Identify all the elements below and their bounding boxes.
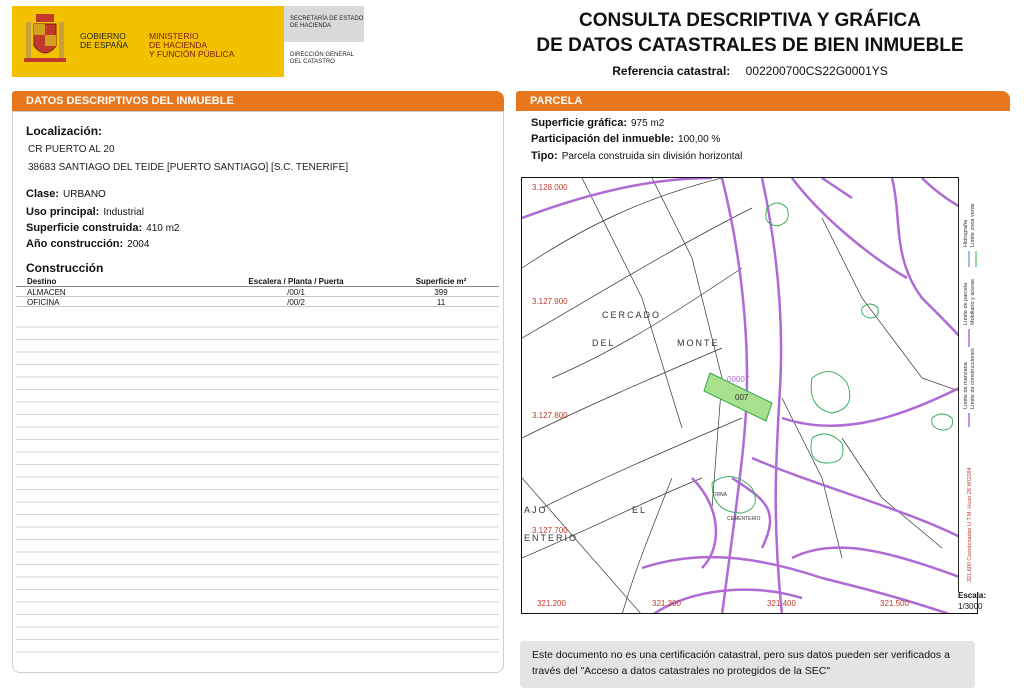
clase-field (26, 188, 106, 200)
ref-label: Referencia catastral: (612, 64, 731, 78)
referencia-catastral (520, 64, 980, 78)
anio-value: 2004 (127, 239, 150, 250)
map-coordinate: 321.200 (537, 599, 566, 608)
gobierno-line: DE ESPAÑA (80, 40, 129, 50)
datos-descriptivos-heading: DATOS DESCRIPTIVOS DEL INMUEBLE (12, 91, 504, 111)
construccion-table (16, 275, 499, 307)
col-destino: Destino (27, 277, 57, 286)
anio-field (26, 238, 149, 250)
escala-box (958, 591, 987, 614)
participacion-value: 100,00 % (678, 134, 721, 145)
map-place-label: DEL (592, 338, 616, 348)
uso-value: Industrial (103, 207, 144, 218)
address-line-2: 38683 SANTIAGO DEL TEIDE [PUERTO SANTIAGO] [S.C. TENERIFE] (28, 162, 349, 173)
map-place-label: ENTERIO (524, 533, 579, 543)
map-place-label: CERCADO (602, 310, 662, 320)
empty-table-rows (16, 315, 499, 660)
sup-grafica-value: 975 m2 (630, 118, 665, 129)
secretaria-text (290, 16, 364, 30)
gobierno-text (80, 32, 140, 50)
superficie-field (26, 222, 180, 234)
map-coordinate: 3.127.800 (532, 411, 568, 420)
map-legend (958, 177, 978, 592)
secretaria-line: DE HACIENDA (290, 23, 332, 29)
legend-item: Límite de manzana (963, 362, 969, 409)
direccion-text (290, 52, 370, 66)
map-coordinate: 3.127.900 (532, 297, 568, 306)
legend-item: Límite de construcciones (970, 348, 976, 409)
row-superficie: 399 (434, 288, 448, 297)
row-superficie: 11 (436, 298, 446, 307)
ministerio-line: DE HACIENDA (149, 40, 208, 50)
map-place-label: EL (632, 505, 648, 515)
legend-item: Hidrografía (963, 219, 969, 247)
escala-label: Escala: (958, 591, 987, 600)
parcel-label: 00007 (727, 375, 750, 384)
secretaria-line: SECRETARÍA DE ESTADO (290, 16, 364, 22)
disclaimer-notice: Este documento no es una certificación catastral, pero sus datos pueden ser verificados a través del "Acceso a datos catastrales no protegidos de la SEC" (520, 641, 975, 688)
anio-label: Año construcción: (26, 238, 124, 250)
sup-grafica-field (531, 117, 664, 129)
participacion-field (531, 133, 720, 145)
row-destino: ALMACEN (27, 288, 66, 297)
title-line-2: DE DATOS CATASTRALES DE BIEN INMUEBLE (536, 35, 964, 56)
map-coordinate: 321.400 (767, 599, 796, 608)
map-place-label: CEMENTERIO (727, 516, 761, 522)
coat-of-arms-icon (22, 12, 68, 68)
ref-value: 002200700CS22G0001YS (745, 64, 888, 78)
ministerio-line: MINISTERIO (149, 31, 199, 41)
clase-label: Clase: (26, 188, 60, 200)
escala-value: 1/3000 (958, 602, 983, 611)
col-superficie: Superficie m² (415, 277, 467, 286)
table-row (16, 297, 499, 307)
row-escalera: /00/1 (287, 288, 305, 297)
col-escalera: Escalera / Planta / Puerta (248, 277, 344, 286)
clase-value: URBANO (63, 189, 106, 200)
superficie-label: Superficie construida: (26, 222, 143, 234)
map-coordinate: 3.127.700 (532, 526, 568, 535)
uso-field (26, 206, 144, 218)
row-escalera: /00/2 (287, 298, 305, 307)
tipo-field (531, 150, 742, 162)
ministerio-text (149, 32, 259, 59)
ministerio-line: Y FUNCIÓN PÚBLICA (149, 49, 235, 59)
parcela-heading: PARCELA (516, 91, 1010, 111)
gobierno-line: GOBIERNO (80, 31, 126, 41)
construccion-title: Construcción (26, 261, 104, 275)
document-title (520, 8, 980, 58)
direccion-line: DIRECCIÓN GENERAL (290, 52, 355, 58)
superficie-value: 410 m2 (146, 223, 180, 234)
localizacion-label: Localización: (26, 124, 103, 138)
map-coordinate: 3.128.000 (532, 183, 568, 192)
map-coordinate: 321.500 (880, 599, 909, 608)
tipo-value: Parcela construida sin división horizontal (561, 151, 743, 162)
address-line-1: CR PUERTO AL 20 (28, 144, 115, 155)
row-destino: OFICINA (27, 298, 60, 307)
cadastral-map[interactable] (521, 177, 987, 614)
tipo-label: Tipo: (531, 150, 558, 162)
legend-item: Límite de parcela (963, 282, 969, 325)
uso-label: Uso principal: (26, 206, 100, 218)
table-header (16, 275, 499, 287)
table-row (16, 287, 499, 297)
map-place-label: AJO (524, 505, 548, 515)
parcel-label: 007 (735, 393, 749, 402)
map-place-label: TIRNA (712, 492, 727, 498)
title-line-1: CONSULTA DESCRIPTIVA Y GRÁFICA (578, 10, 922, 31)
map-coordinate: 321.300 (652, 599, 681, 608)
direccion-line: DEL CATASTRO (290, 59, 335, 65)
sup-grafica-label: Superficie gráfica: (531, 117, 627, 129)
legend-coords-note: 321.600 Coordenadas U.T.M. Huso 28 WGS84 (967, 467, 973, 582)
participacion-label: Participación del inmueble: (531, 133, 675, 145)
legend-item: Mobiliario y aceras (970, 279, 976, 325)
map-drawing (522, 178, 987, 614)
map-place-label: MONTE (677, 338, 720, 348)
legend-item: Límite zona verde (970, 203, 976, 247)
